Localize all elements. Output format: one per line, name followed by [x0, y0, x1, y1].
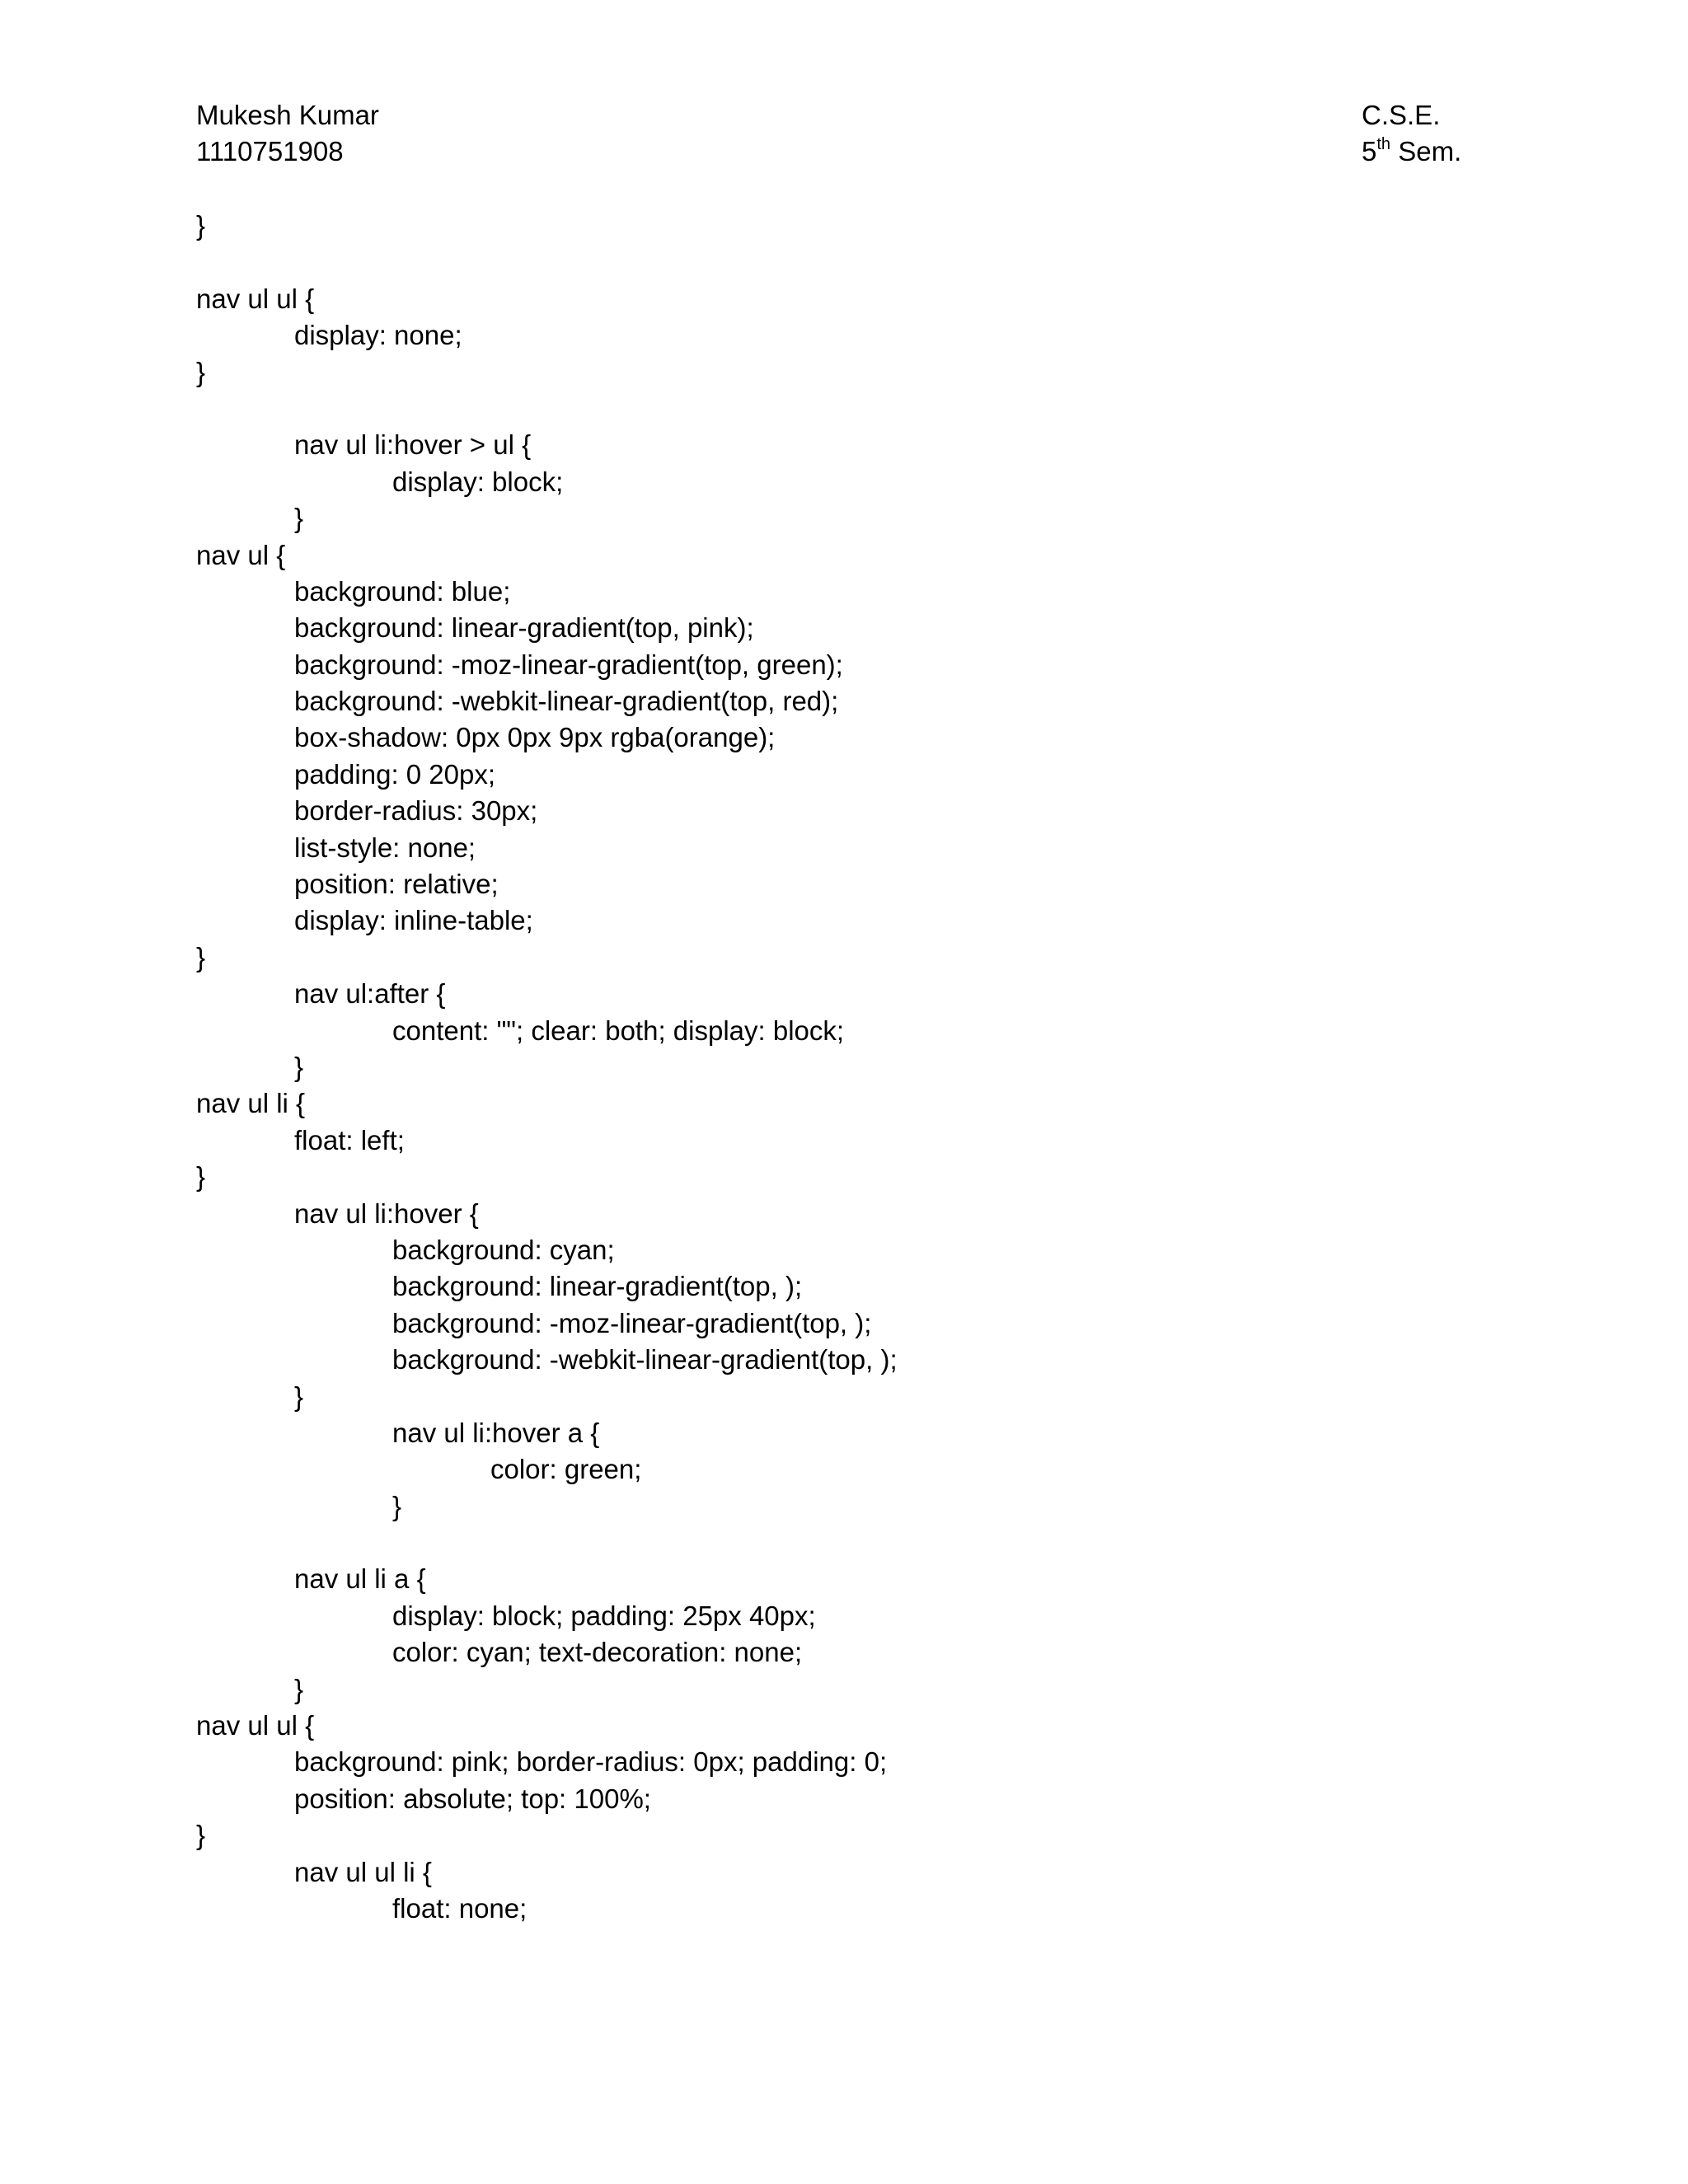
course-block: [1362, 97, 1461, 170]
code-line: nav ul:after {: [294, 978, 446, 1010]
code-line: [196, 244, 898, 280]
code-line: [196, 391, 898, 427]
semester-label: Sem.: [1390, 136, 1462, 166]
code-line: display: block; padding: 25px 40px;: [392, 1600, 816, 1631]
code-line: }: [196, 210, 206, 241]
code-line: }: [294, 1380, 304, 1412]
code-line: nav ul li:hover {: [294, 1197, 479, 1229]
code-line: background: -webkit-linear-gradient(top, );: [392, 1344, 898, 1376]
code-line: box-shadow: 0px 0px 9px rgba(orange);: [294, 722, 776, 753]
semester-number: 5: [1362, 136, 1377, 166]
code-line: padding: 0 20px;: [294, 758, 496, 790]
code-line: background: -moz-linear-gradient(top, green);: [294, 649, 843, 680]
code-line: display: none;: [294, 320, 462, 351]
semester: [1362, 134, 1461, 170]
code-line: }: [196, 1161, 206, 1193]
code-line: background: blue;: [294, 575, 511, 607]
roll-number: 1110751908: [196, 136, 344, 166]
code-line: }: [294, 1051, 304, 1082]
code-line: }: [196, 1820, 206, 1851]
author-name: Mukesh Kumar: [196, 100, 379, 130]
code-line: nav ul li:hover > ul {: [294, 429, 532, 461]
code-line: background: pink; border-radius: 0px; padding: 0;: [294, 1746, 888, 1778]
code-line: nav ul li {: [196, 1088, 306, 1119]
code-line: display: inline-table;: [294, 905, 533, 936]
code-line: }: [196, 941, 206, 972]
code-line: list-style: none;: [294, 832, 476, 863]
code-line: float: none;: [392, 1892, 528, 1924]
author-block: [196, 97, 379, 170]
code-line: [196, 1525, 898, 1561]
code-line: }: [196, 356, 206, 387]
code-line: color: green;: [490, 1454, 642, 1485]
department: C.S.E.: [1362, 100, 1441, 130]
code-line: background: linear-gradient(top, pink);: [294, 612, 754, 644]
code-line: background: -moz-linear-gradient(top, );: [392, 1307, 872, 1338]
code-line: position: absolute; top: 100%;: [294, 1783, 651, 1814]
code-line: nav ul ul {: [196, 283, 315, 314]
code-line: background: cyan;: [392, 1234, 615, 1265]
code-line: }: [294, 503, 304, 534]
code-line: background: linear-gradient(top, );: [392, 1271, 803, 1302]
code-line: nav ul ul li {: [294, 1856, 432, 1887]
code-line: background: -webkit-linear-gradient(top, red);: [294, 686, 839, 717]
code-line: }: [294, 1673, 304, 1704]
code-line: nav ul li:hover a {: [392, 1417, 600, 1448]
code-line: float: left;: [294, 1124, 405, 1155]
code-line: nav ul ul {: [196, 1710, 315, 1741]
code-line: content: ""; clear: both; display: block;: [392, 1015, 845, 1046]
code-line: position: relative;: [294, 869, 499, 900]
code-line: nav ul li a {: [294, 1563, 426, 1595]
code-line: border-radius: 30px;: [294, 795, 538, 827]
semester-suffix: th: [1376, 135, 1391, 153]
code-listing: [196, 208, 898, 1927]
code-line: }: [392, 1490, 402, 1521]
code-line: display: block;: [392, 466, 564, 497]
code-line: color: cyan; text-decoration: none;: [392, 1637, 803, 1668]
code-line: nav ul {: [196, 539, 286, 570]
